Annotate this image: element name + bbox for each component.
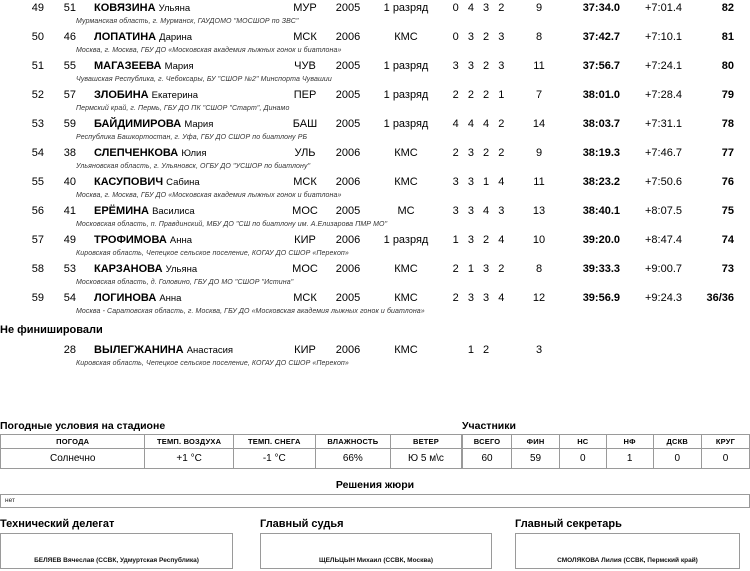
time-cell: 37:56.7	[582, 60, 620, 72]
diff-cell: +7:01.4	[644, 2, 682, 14]
official-signature-box	[260, 533, 492, 569]
jury-title: Решения жюри	[335, 479, 415, 491]
rank-cell: 50	[31, 31, 44, 43]
rank-cell: 52	[31, 89, 44, 101]
points-cell: 79	[721, 89, 734, 101]
weather-title: Погодные условия на стадионе	[0, 420, 166, 432]
weather-panel	[0, 420, 462, 469]
athlete-firstname: Анна	[169, 235, 193, 246]
time-cell: 38:40.1	[582, 205, 620, 217]
points-cell: 73	[721, 263, 734, 275]
points-cell: 78	[721, 118, 734, 130]
category-cell: 1 разряд	[383, 89, 429, 101]
diff-cell: +8:47.4	[644, 234, 682, 246]
birth-year-cell: 2006	[335, 344, 361, 356]
diff-cell: +7:28.4	[644, 89, 682, 101]
athlete-club-line: Московская область, д. Головино, ГБУ ДО МО "СШОР "Истина"	[76, 279, 294, 286]
diff-cell: +8:07.5	[644, 205, 682, 217]
penalty-total-cell: 9	[535, 147, 543, 159]
table-row	[0, 29, 750, 58]
weather-header-cell: ТЕМП. ВОЗДУХА	[145, 435, 233, 449]
athlete-firstname: Анна	[159, 293, 182, 304]
participants-value-cell: 0	[559, 449, 606, 469]
athlete-lastname: ЕРЁМИНА	[94, 205, 149, 217]
weather-header-cell: ПОГОДА	[1, 435, 145, 449]
birth-year-cell: 2006	[335, 176, 361, 188]
time-cell: 39:33.3	[582, 263, 620, 275]
athlete-firstname: Ульяна	[158, 3, 191, 14]
time-cell: 38:03.7	[582, 118, 620, 130]
category-cell: КМС	[394, 31, 418, 43]
athlete-lastname: КАСУПОВИЧ	[94, 176, 164, 188]
athlete-lastname: ЗЛОБИНА	[94, 89, 149, 101]
table-row	[0, 145, 750, 174]
weather-value-cell: Ю 5 м\с	[390, 449, 461, 469]
shooting-cell: 2 3 2 2	[452, 147, 508, 159]
athlete-club-line: Республика Башкортостан, г. Уфа, ГБУ ДО СШОР по биатлону РБ	[76, 134, 308, 141]
athlete-club-line: Москва - Саратовская область, г. Москва, ГБУ ДО «Московская академия лыжных гонок и биатлона»	[76, 308, 425, 315]
athlete-line	[0, 342, 750, 358]
rank-cell: 59	[31, 292, 44, 304]
bib-cell: 28	[63, 344, 76, 356]
region-cell: МОС	[292, 263, 318, 275]
table-row	[0, 116, 750, 145]
rank-cell: 51	[31, 60, 44, 72]
participants-header-cell: НС	[559, 435, 606, 449]
birth-year-cell: 2005	[335, 205, 361, 217]
athlete-name-cell	[76, 203, 284, 220]
athlete-name-cell	[76, 116, 284, 133]
bib-cell: 53	[63, 263, 76, 275]
shooting-cell: 1 2	[467, 344, 493, 356]
athlete-firstname: Мария	[164, 61, 194, 72]
time-cell: 38:01.0	[582, 89, 620, 101]
birth-year-cell: 2005	[335, 60, 361, 72]
diff-cell: +7:10.1	[644, 31, 682, 43]
rank-cell: 49	[31, 2, 44, 14]
weather-value-cell: -1 °C	[233, 449, 315, 469]
birth-year-cell: 2005	[335, 89, 361, 101]
athlete-club-line: Кировская область, Чепецкое сельское поселение, КОГАУ ДО СШОР «Перекоп»	[76, 250, 349, 257]
bib-cell: 41	[63, 205, 76, 217]
athlete-firstname: Мария	[184, 119, 214, 130]
athlete-line	[0, 116, 750, 132]
birth-year-cell: 2006	[335, 234, 361, 246]
athlete-club-line: Ульяновская область, г. Ульяновск, ОГБУ ДО "УСШОР по биатлону"	[76, 163, 311, 170]
athlete-firstname: Сабина	[166, 177, 200, 188]
participants-value-cell: 1	[606, 449, 653, 469]
athlete-club-line: Москва, г. Москва, ГБУ ДО «Московская академия лыжных гонок и биатлона»	[76, 192, 342, 199]
diff-cell: +7:24.1	[644, 60, 682, 72]
participants-value-cell: 60	[463, 449, 512, 469]
points-cell: 76	[721, 176, 734, 188]
table-row	[0, 261, 750, 290]
rank-cell: 58	[31, 263, 44, 275]
athlete-line	[0, 145, 750, 161]
shooting-cell: 3 3 1 4	[452, 176, 508, 188]
officials-section	[0, 518, 750, 569]
athlete-name-cell	[76, 145, 284, 162]
shooting-cell: 2 2 2 1	[452, 89, 508, 101]
athlete-name-cell	[76, 290, 284, 307]
athlete-firstname: Анастасия	[186, 345, 234, 356]
jury-decision-box: нет	[0, 494, 750, 508]
penalty-total-cell: 14	[532, 118, 546, 130]
official-signature-box	[515, 533, 740, 569]
penalty-total-cell: 8	[535, 31, 543, 43]
region-cell: МСК	[293, 31, 317, 43]
participants-header-cell: ДСКВ	[653, 435, 701, 449]
dnf-list	[0, 342, 750, 371]
athlete-lastname: КАРЗАНОВА	[94, 263, 163, 275]
athlete-lastname: ЛОПАТИНА	[94, 31, 157, 43]
points-cell: 36/36	[706, 292, 734, 304]
athlete-line	[0, 232, 750, 248]
region-cell: МСК	[293, 292, 317, 304]
diff-cell: +7:31.1	[644, 118, 682, 130]
participants-value-cell: 59	[512, 449, 560, 469]
athlete-lastname: СЛЕПЧЕНКОВА	[94, 147, 179, 159]
athlete-lastname: ТРОФИМОВА	[94, 234, 167, 246]
penalty-total-cell: 12	[532, 292, 546, 304]
official-role: Технический делегат	[0, 518, 115, 530]
athlete-line	[0, 203, 750, 219]
category-cell: КМС	[394, 292, 418, 304]
weather-header-row	[1, 435, 462, 449]
region-cell: МСК	[293, 176, 317, 188]
penalty-total-cell: 7	[535, 89, 543, 101]
table-row	[0, 87, 750, 116]
birth-year-cell: 2005	[335, 2, 361, 14]
shooting-cell: 1 3 2 4	[452, 234, 508, 246]
participants-value-row	[463, 449, 750, 469]
participants-header-cell: ФИН	[512, 435, 560, 449]
diff-cell: +9:00.7	[644, 263, 682, 275]
athlete-line	[0, 58, 750, 74]
athlete-line	[0, 174, 750, 190]
official-chief-judge	[260, 518, 515, 569]
athlete-line	[0, 290, 750, 306]
table-row	[0, 58, 750, 87]
athlete-firstname: Ульяна	[165, 264, 198, 275]
bottom-panels	[0, 420, 750, 569]
athlete-lastname: МАГАЗЕЕВА	[94, 60, 162, 72]
athlete-club-line: Чувашская Республика, г. Чебоксары, БУ "СШОР №2" Минспорта Чувашии	[76, 76, 332, 83]
category-cell: КМС	[394, 176, 418, 188]
official-name: СМОЛЯКОВА Лилия (ССВК, Пермский край)	[557, 557, 698, 564]
participants-header-row	[463, 435, 750, 449]
diff-cell: +7:50.6	[644, 176, 682, 188]
birth-year-cell: 2006	[335, 263, 361, 275]
category-cell: 1 разряд	[383, 118, 429, 130]
shooting-cell: 4 4 4 2	[452, 118, 508, 130]
participants-value-cell: 0	[653, 449, 701, 469]
birth-year-cell: 2005	[335, 118, 361, 130]
participants-panel	[462, 420, 750, 469]
diff-cell: +7:46.7	[644, 147, 682, 159]
region-cell: УЛЬ	[294, 147, 316, 159]
weather-value-row	[1, 449, 462, 469]
time-cell: 38:23.2	[582, 176, 620, 188]
region-cell: КИР	[294, 344, 316, 356]
birth-year-cell: 2005	[335, 292, 361, 304]
weather-header-cell: ТЕМП. СНЕГА	[233, 435, 315, 449]
shooting-cell: 0 4 3 2	[452, 2, 508, 14]
category-cell: 1 разряд	[383, 234, 429, 246]
participants-header-cell: ВСЕГО	[463, 435, 512, 449]
shooting-cell: 2 1 3 2	[452, 263, 508, 275]
birth-year-cell: 2006	[335, 31, 361, 43]
points-cell: 74	[721, 234, 734, 246]
birth-year-cell: 2006	[335, 147, 361, 159]
official-role: Главный судья	[260, 518, 344, 530]
weather-header-cell: ВЕТЕР	[390, 435, 461, 449]
participants-table	[462, 434, 750, 469]
dnf-title: Не финишировали	[0, 324, 103, 336]
athlete-line	[0, 29, 750, 45]
dnf-section	[0, 319, 750, 371]
penalty-total-cell: 11	[533, 60, 545, 72]
region-cell: ПЕР	[293, 89, 317, 101]
category-cell: МС	[397, 205, 415, 217]
rank-cell: 54	[31, 147, 44, 159]
weather-header-cell: ВЛАЖНОСТЬ	[315, 435, 390, 449]
time-cell: 37:42.7	[582, 31, 620, 43]
athlete-club-line: Московская область, п. Правдинский, МБУ ДО "СШ по биатлону им. А.Елизарова ПМР МО"	[76, 221, 388, 228]
region-cell: МОС	[292, 205, 318, 217]
points-cell: 82	[721, 2, 734, 14]
bib-cell: 49	[63, 234, 76, 246]
athlete-club-line: Москва, г. Москва, ГБУ ДО «Московская академия лыжных гонок и биатлона»	[76, 47, 342, 54]
points-cell: 81	[721, 31, 734, 43]
category-cell: КМС	[394, 344, 418, 356]
bib-cell: 51	[63, 2, 76, 14]
rank-cell: 55	[31, 176, 44, 188]
penalty-total-cell: 9	[535, 2, 543, 14]
bib-cell: 54	[63, 292, 76, 304]
participants-header-cell: КРУГ	[701, 435, 749, 449]
official-name: БЕЛЯЕВ Вячеслав (ССВК, Удмуртская Республика)	[34, 557, 199, 564]
table-row	[0, 174, 750, 203]
athlete-name-cell	[76, 0, 284, 17]
table-row	[0, 342, 750, 371]
bib-cell: 40	[63, 176, 76, 188]
category-cell: 1 разряд	[383, 2, 429, 14]
athlete-club-line: Кировская область, Чепецкое сельское поселение, КОГАУ ДО СШОР «Перекоп»	[76, 360, 349, 367]
rank-cell: 56	[31, 205, 44, 217]
weather-table	[0, 434, 462, 469]
rank-cell: 57	[31, 234, 44, 246]
athlete-name-cell	[76, 58, 284, 75]
participants-value-cell: 0	[701, 449, 749, 469]
athlete-name-cell	[76, 261, 284, 278]
participants-title: Участники	[462, 420, 516, 432]
official-technical-delegate	[0, 518, 260, 569]
shooting-cell: 3 3 4 3	[452, 205, 508, 217]
bib-cell: 38	[63, 147, 76, 159]
time-cell: 37:34.0	[582, 2, 620, 14]
region-cell: БАШ	[292, 118, 318, 130]
region-cell: МУР	[293, 2, 317, 14]
bib-cell: 46	[63, 31, 76, 43]
category-cell: КМС	[394, 147, 418, 159]
table-row	[0, 0, 750, 29]
stats-panels	[0, 420, 750, 469]
rank-cell: 53	[31, 118, 44, 130]
shooting-cell: 0 3 2 3	[452, 31, 508, 43]
bib-cell: 57	[63, 89, 76, 101]
athlete-firstname: Дарина	[159, 32, 192, 43]
category-cell: КМС	[394, 263, 418, 275]
penalty-total-cell: 8	[535, 263, 543, 275]
time-cell: 39:20.0	[582, 234, 620, 246]
athlete-name-cell	[76, 232, 284, 249]
participants-header-cell: НФ	[606, 435, 653, 449]
weather-value-cell: Солнечно	[1, 449, 145, 469]
athlete-line	[0, 87, 750, 103]
athlete-name-cell	[76, 174, 284, 191]
official-chief-secretary	[515, 518, 750, 569]
athlete-lastname: КОВЯЗИНА	[94, 2, 156, 14]
penalty-total-cell: 13	[532, 205, 546, 217]
official-signature-box	[0, 533, 233, 569]
points-cell: 77	[721, 147, 734, 159]
athlete-line	[0, 0, 750, 16]
athlete-name-cell	[76, 87, 284, 104]
table-row	[0, 203, 750, 232]
athlete-lastname: БАЙДИМИРОВА	[94, 118, 182, 130]
diff-cell: +9:24.3	[644, 292, 682, 304]
official-name: ЩЕЛЬЦЫН Михаил (ССВК, Москва)	[318, 557, 434, 564]
athlete-firstname: Василиса	[152, 206, 195, 217]
points-cell: 75	[721, 205, 734, 217]
time-cell: 39:56.9	[582, 292, 620, 304]
athlete-club-line: Мурманская область, г. Мурманск, ГАУДОМО "МОСШОР по ЗВС"	[76, 18, 299, 25]
shooting-cell: 3 3 2 3	[452, 60, 508, 72]
athlete-name-cell	[76, 342, 284, 359]
athlete-lastname: ВЫЛЕГЖАНИНА	[94, 344, 184, 356]
bib-cell: 59	[63, 118, 76, 130]
category-cell: 1 разряд	[383, 60, 429, 72]
athlete-club-line: Пермский край, г. Пермь, ГБУ ДО ПК "СШОР "Старт", Динамо	[76, 105, 290, 112]
athlete-firstname: Юлия	[181, 148, 207, 159]
penalty-total-cell: 3	[535, 344, 543, 356]
penalty-total-cell: 10	[532, 234, 546, 246]
region-cell: ЧУВ	[294, 60, 316, 72]
official-role: Главный секретарь	[515, 518, 622, 530]
shooting-cell: 2 3 3 4	[452, 292, 508, 304]
athlete-lastname: ЛОГИНОВА	[94, 292, 157, 304]
points-cell: 80	[721, 60, 734, 72]
athlete-line	[0, 261, 750, 277]
athlete-name-cell	[76, 29, 284, 46]
bib-cell: 55	[63, 60, 76, 72]
athlete-firstname: Екатерина	[151, 90, 199, 101]
table-row	[0, 290, 750, 319]
time-cell: 38:19.3	[582, 147, 620, 159]
penalty-total-cell: 11	[533, 176, 545, 188]
table-row	[0, 232, 750, 261]
weather-value-cell: +1 °C	[145, 449, 233, 469]
weather-value-cell: 66%	[315, 449, 390, 469]
region-cell: КИР	[294, 234, 316, 246]
